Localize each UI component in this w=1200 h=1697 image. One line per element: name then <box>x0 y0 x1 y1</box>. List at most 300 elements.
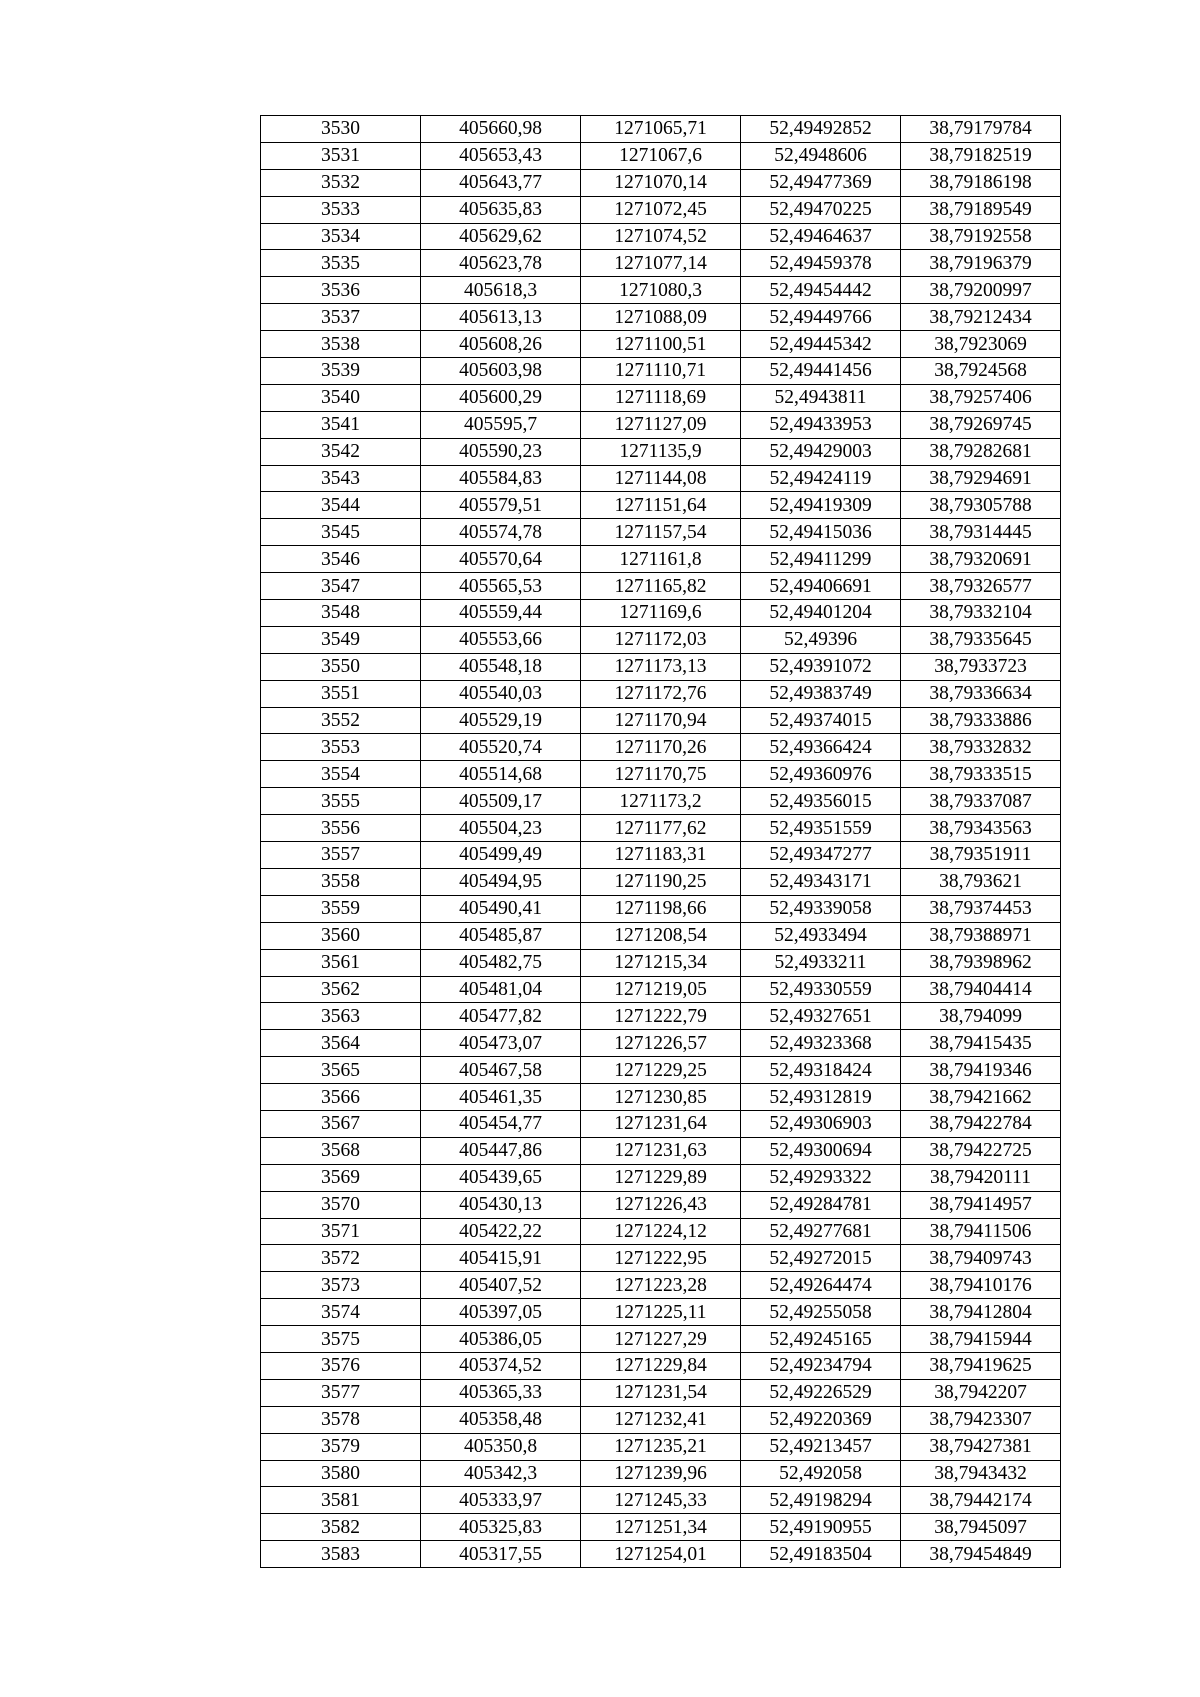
longitude-cell: 38,793621 <box>901 868 1061 895</box>
point-number-cell: 3563 <box>261 1003 421 1030</box>
coordinate-y-cell: 1271231,54 <box>581 1379 741 1406</box>
latitude-cell: 52,49366424 <box>741 734 901 761</box>
coordinate-x-cell: 405485,87 <box>421 922 581 949</box>
coordinate-y-cell: 1271224,12 <box>581 1218 741 1245</box>
latitude-cell: 52,49190955 <box>741 1514 901 1541</box>
coordinate-y-cell: 1271229,84 <box>581 1352 741 1379</box>
table-row <box>261 680 1061 707</box>
coordinate-x-cell: 405529,19 <box>421 707 581 734</box>
table-row <box>261 546 1061 573</box>
latitude-cell: 52,49293322 <box>741 1164 901 1191</box>
coordinate-y-cell: 1271219,05 <box>581 976 741 1003</box>
latitude-cell: 52,49433953 <box>741 411 901 438</box>
point-number-cell: 3576 <box>261 1352 421 1379</box>
point-number-cell: 3535 <box>261 250 421 277</box>
coordinate-y-cell: 1271251,34 <box>581 1514 741 1541</box>
table-row <box>261 304 1061 331</box>
point-number-cell: 3547 <box>261 573 421 600</box>
coordinate-x-cell: 405618,3 <box>421 277 581 304</box>
point-number-cell: 3551 <box>261 680 421 707</box>
coordinate-y-cell: 1271227,29 <box>581 1326 741 1353</box>
coordinate-y-cell: 1271245,33 <box>581 1487 741 1514</box>
latitude-cell: 52,49245165 <box>741 1326 901 1353</box>
coordinate-y-cell: 1271170,26 <box>581 734 741 761</box>
table-row <box>261 1326 1061 1353</box>
coordinate-y-cell: 1271151,64 <box>581 492 741 519</box>
coordinate-x-cell: 405565,53 <box>421 573 581 600</box>
longitude-cell: 38,79332832 <box>901 734 1061 761</box>
latitude-cell: 52,49312819 <box>741 1084 901 1111</box>
latitude-cell: 52,49477369 <box>741 169 901 196</box>
table-row <box>261 196 1061 223</box>
latitude-cell: 52,49406691 <box>741 573 901 600</box>
table-row <box>261 358 1061 385</box>
longitude-cell: 38,7942207 <box>901 1379 1061 1406</box>
latitude-cell: 52,49441456 <box>741 358 901 385</box>
point-number-cell: 3571 <box>261 1218 421 1245</box>
coordinate-x-cell: 405333,97 <box>421 1487 581 1514</box>
latitude-cell: 52,49445342 <box>741 331 901 358</box>
coordinate-x-cell: 405494,95 <box>421 868 581 895</box>
point-number-cell: 3548 <box>261 600 421 627</box>
coordinate-y-cell: 1271077,14 <box>581 250 741 277</box>
coordinate-y-cell: 1271135,9 <box>581 438 741 465</box>
longitude-cell: 38,79388971 <box>901 922 1061 949</box>
table-row <box>261 842 1061 869</box>
point-number-cell: 3542 <box>261 438 421 465</box>
table-row <box>261 788 1061 815</box>
longitude-cell: 38,79351911 <box>901 842 1061 869</box>
coordinate-y-cell: 1271173,2 <box>581 788 741 815</box>
coordinate-x-cell: 405374,52 <box>421 1352 581 1379</box>
table-row <box>261 116 1061 143</box>
latitude-cell: 52,49323368 <box>741 1030 901 1057</box>
coordinate-y-cell: 1271222,95 <box>581 1245 741 1272</box>
coordinate-y-cell: 1271172,03 <box>581 626 741 653</box>
latitude-cell: 52,49454442 <box>741 277 901 304</box>
point-number-cell: 3554 <box>261 761 421 788</box>
table-row <box>261 1487 1061 1514</box>
table-row <box>261 1406 1061 1433</box>
table-row <box>261 438 1061 465</box>
table-row <box>261 1272 1061 1299</box>
coordinate-y-cell: 1271074,52 <box>581 223 741 250</box>
latitude-cell: 52,49470225 <box>741 196 901 223</box>
point-number-cell: 3546 <box>261 546 421 573</box>
point-number-cell: 3582 <box>261 1514 421 1541</box>
latitude-cell: 52,49234794 <box>741 1352 901 1379</box>
latitude-cell: 52,49374015 <box>741 707 901 734</box>
point-number-cell: 3530 <box>261 116 421 143</box>
coordinate-x-cell: 405447,86 <box>421 1137 581 1164</box>
coordinate-x-cell: 405467,58 <box>421 1057 581 1084</box>
table-row <box>261 1030 1061 1057</box>
longitude-cell: 38,79179784 <box>901 116 1061 143</box>
latitude-cell: 52,49459378 <box>741 250 901 277</box>
table-row <box>261 1299 1061 1326</box>
longitude-cell: 38,7933723 <box>901 653 1061 680</box>
latitude-cell: 52,49220369 <box>741 1406 901 1433</box>
coordinate-x-cell: 405317,55 <box>421 1541 581 1568</box>
point-number-cell: 3534 <box>261 223 421 250</box>
coordinate-y-cell: 1271208,54 <box>581 922 741 949</box>
longitude-cell: 38,7923069 <box>901 331 1061 358</box>
coordinate-y-cell: 1271177,62 <box>581 815 741 842</box>
coordinate-x-cell: 405553,66 <box>421 626 581 653</box>
coordinate-y-cell: 1271229,25 <box>581 1057 741 1084</box>
coordinate-x-cell: 405477,82 <box>421 1003 581 1030</box>
table-row <box>261 815 1061 842</box>
coordinate-x-cell: 405358,48 <box>421 1406 581 1433</box>
point-number-cell: 3543 <box>261 465 421 492</box>
latitude-cell: 52,49198294 <box>741 1487 901 1514</box>
coordinate-y-cell: 1271215,34 <box>581 949 741 976</box>
longitude-cell: 38,79415435 <box>901 1030 1061 1057</box>
table-row <box>261 1057 1061 1084</box>
coordinate-y-cell: 1271226,57 <box>581 1030 741 1057</box>
point-number-cell: 3562 <box>261 976 421 1003</box>
latitude-cell: 52,49415036 <box>741 519 901 546</box>
coordinate-x-cell: 405603,98 <box>421 358 581 385</box>
coordinates-table <box>260 115 1061 1568</box>
latitude-cell: 52,49464637 <box>741 223 901 250</box>
longitude-cell: 38,7924568 <box>901 358 1061 385</box>
point-number-cell: 3575 <box>261 1326 421 1353</box>
coordinates-table-body <box>261 116 1061 1568</box>
coordinate-x-cell: 405608,26 <box>421 331 581 358</box>
coordinate-x-cell: 405350,8 <box>421 1433 581 1460</box>
coordinate-x-cell: 405584,83 <box>421 465 581 492</box>
point-number-cell: 3550 <box>261 653 421 680</box>
table-row <box>261 277 1061 304</box>
longitude-cell: 38,79182519 <box>901 142 1061 169</box>
coordinate-x-cell: 405579,51 <box>421 492 581 519</box>
coordinate-y-cell: 1271169,6 <box>581 600 741 627</box>
table-row <box>261 492 1061 519</box>
latitude-cell: 52,49183504 <box>741 1541 901 1568</box>
point-number-cell: 3581 <box>261 1487 421 1514</box>
latitude-cell: 52,49343171 <box>741 868 901 895</box>
coordinate-x-cell: 405509,17 <box>421 788 581 815</box>
coordinate-y-cell: 1271223,28 <box>581 1272 741 1299</box>
longitude-cell: 38,79320691 <box>901 546 1061 573</box>
coordinate-y-cell: 1271067,6 <box>581 142 741 169</box>
coordinate-y-cell: 1271088,09 <box>581 304 741 331</box>
point-number-cell: 3557 <box>261 842 421 869</box>
coordinate-x-cell: 405397,05 <box>421 1299 581 1326</box>
longitude-cell: 38,79415944 <box>901 1326 1061 1353</box>
longitude-cell: 38,79421662 <box>901 1084 1061 1111</box>
table-row <box>261 1379 1061 1406</box>
point-number-cell: 3531 <box>261 142 421 169</box>
table-row <box>261 465 1061 492</box>
longitude-cell: 38,79398962 <box>901 949 1061 976</box>
table-row <box>261 922 1061 949</box>
table-row <box>261 169 1061 196</box>
table-row <box>261 761 1061 788</box>
coordinate-y-cell: 1271232,41 <box>581 1406 741 1433</box>
point-number-cell: 3539 <box>261 358 421 385</box>
table-row <box>261 1460 1061 1487</box>
coordinate-x-cell: 405570,64 <box>421 546 581 573</box>
latitude-cell: 52,49424119 <box>741 465 901 492</box>
latitude-cell: 52,49213457 <box>741 1433 901 1460</box>
coordinate-x-cell: 405600,29 <box>421 384 581 411</box>
longitude-cell: 38,79410176 <box>901 1272 1061 1299</box>
point-number-cell: 3577 <box>261 1379 421 1406</box>
table-row <box>261 1541 1061 1568</box>
coordinate-x-cell: 405422,22 <box>421 1218 581 1245</box>
point-number-cell: 3561 <box>261 949 421 976</box>
coordinate-y-cell: 1271190,25 <box>581 868 741 895</box>
latitude-cell: 52,49272015 <box>741 1245 901 1272</box>
table-row <box>261 868 1061 895</box>
coordinate-y-cell: 1271144,08 <box>581 465 741 492</box>
latitude-cell: 52,4933211 <box>741 949 901 976</box>
coordinate-y-cell: 1271170,75 <box>581 761 741 788</box>
coordinate-y-cell: 1271235,21 <box>581 1433 741 1460</box>
coordinate-y-cell: 1271229,89 <box>581 1164 741 1191</box>
point-number-cell: 3565 <box>261 1057 421 1084</box>
latitude-cell: 52,49383749 <box>741 680 901 707</box>
table-row <box>261 1084 1061 1111</box>
point-number-cell: 3573 <box>261 1272 421 1299</box>
longitude-cell: 38,79423307 <box>901 1406 1061 1433</box>
point-number-cell: 3578 <box>261 1406 421 1433</box>
table-row <box>261 1164 1061 1191</box>
table-row <box>261 626 1061 653</box>
coordinate-y-cell: 1271165,82 <box>581 573 741 600</box>
table-row <box>261 142 1061 169</box>
coordinate-x-cell: 405548,18 <box>421 653 581 680</box>
longitude-cell: 38,79269745 <box>901 411 1061 438</box>
latitude-cell: 52,49419309 <box>741 492 901 519</box>
point-number-cell: 3569 <box>261 1164 421 1191</box>
longitude-cell: 38,79333515 <box>901 761 1061 788</box>
longitude-cell: 38,79404414 <box>901 976 1061 1003</box>
longitude-cell: 38,79335645 <box>901 626 1061 653</box>
point-number-cell: 3568 <box>261 1137 421 1164</box>
coordinate-y-cell: 1271110,71 <box>581 358 741 385</box>
coordinate-y-cell: 1271231,64 <box>581 1110 741 1137</box>
coordinate-y-cell: 1271230,85 <box>581 1084 741 1111</box>
point-number-cell: 3552 <box>261 707 421 734</box>
coordinate-x-cell: 405629,62 <box>421 223 581 250</box>
coordinate-x-cell: 405643,77 <box>421 169 581 196</box>
coordinate-x-cell: 405439,65 <box>421 1164 581 1191</box>
latitude-cell: 52,49351559 <box>741 815 901 842</box>
latitude-cell: 52,4933494 <box>741 922 901 949</box>
table-row <box>261 1003 1061 1030</box>
coordinate-y-cell: 1271100,51 <box>581 331 741 358</box>
longitude-cell: 38,79326577 <box>901 573 1061 600</box>
latitude-cell: 52,49300694 <box>741 1137 901 1164</box>
longitude-cell: 38,79212434 <box>901 304 1061 331</box>
coordinate-x-cell: 405613,13 <box>421 304 581 331</box>
table-row <box>261 653 1061 680</box>
coordinate-x-cell: 405635,83 <box>421 196 581 223</box>
coordinate-x-cell: 405590,23 <box>421 438 581 465</box>
coordinate-x-cell: 405473,07 <box>421 1030 581 1057</box>
longitude-cell: 38,79282681 <box>901 438 1061 465</box>
longitude-cell: 38,79192558 <box>901 223 1061 250</box>
point-number-cell: 3564 <box>261 1030 421 1057</box>
table-row <box>261 949 1061 976</box>
point-number-cell: 3566 <box>261 1084 421 1111</box>
coordinate-x-cell: 405481,04 <box>421 976 581 1003</box>
latitude-cell: 52,49411299 <box>741 546 901 573</box>
longitude-cell: 38,79314445 <box>901 519 1061 546</box>
latitude-cell: 52,49396 <box>741 626 901 653</box>
coordinate-x-cell: 405454,77 <box>421 1110 581 1137</box>
table-row <box>261 573 1061 600</box>
coordinate-y-cell: 1271225,11 <box>581 1299 741 1326</box>
longitude-cell: 38,79411506 <box>901 1218 1061 1245</box>
table-row <box>261 976 1061 1003</box>
latitude-cell: 52,49401204 <box>741 600 901 627</box>
coordinate-x-cell: 405595,7 <box>421 411 581 438</box>
latitude-cell: 52,49284781 <box>741 1191 901 1218</box>
coordinate-x-cell: 405482,75 <box>421 949 581 976</box>
latitude-cell: 52,49339058 <box>741 895 901 922</box>
point-number-cell: 3536 <box>261 277 421 304</box>
coordinate-y-cell: 1271070,14 <box>581 169 741 196</box>
longitude-cell: 38,794099 <box>901 1003 1061 1030</box>
latitude-cell: 52,49264474 <box>741 1272 901 1299</box>
point-number-cell: 3553 <box>261 734 421 761</box>
table-row <box>261 895 1061 922</box>
table-row <box>261 600 1061 627</box>
longitude-cell: 38,79419625 <box>901 1352 1061 1379</box>
longitude-cell: 38,79257406 <box>901 384 1061 411</box>
coordinate-x-cell: 405653,43 <box>421 142 581 169</box>
coordinate-x-cell: 405407,52 <box>421 1272 581 1299</box>
coordinate-x-cell: 405430,13 <box>421 1191 581 1218</box>
coordinate-y-cell: 1271161,8 <box>581 546 741 573</box>
coordinate-y-cell: 1271157,54 <box>581 519 741 546</box>
point-number-cell: 3537 <box>261 304 421 331</box>
longitude-cell: 38,79419346 <box>901 1057 1061 1084</box>
coordinate-x-cell: 405504,23 <box>421 815 581 842</box>
coordinate-x-cell: 405540,03 <box>421 680 581 707</box>
coordinate-y-cell: 1271080,3 <box>581 277 741 304</box>
longitude-cell: 38,7945097 <box>901 1514 1061 1541</box>
coordinate-y-cell: 1271198,66 <box>581 895 741 922</box>
table-row <box>261 1514 1061 1541</box>
latitude-cell: 52,492058 <box>741 1460 901 1487</box>
table-row <box>261 1245 1061 1272</box>
point-number-cell: 3556 <box>261 815 421 842</box>
latitude-cell: 52,49277681 <box>741 1218 901 1245</box>
coordinate-y-cell: 1271222,79 <box>581 1003 741 1030</box>
coordinate-y-cell: 1271118,69 <box>581 384 741 411</box>
longitude-cell: 38,79409743 <box>901 1245 1061 1272</box>
coordinate-y-cell: 1271072,45 <box>581 196 741 223</box>
coordinate-x-cell: 405325,83 <box>421 1514 581 1541</box>
longitude-cell: 38,79337087 <box>901 788 1061 815</box>
point-number-cell: 3544 <box>261 492 421 519</box>
latitude-cell: 52,49492852 <box>741 116 901 143</box>
latitude-cell: 52,49226529 <box>741 1379 901 1406</box>
table-row <box>261 411 1061 438</box>
table-row <box>261 331 1061 358</box>
point-number-cell: 3555 <box>261 788 421 815</box>
coordinate-y-cell: 1271065,71 <box>581 116 741 143</box>
table-row <box>261 384 1061 411</box>
latitude-cell: 52,49429003 <box>741 438 901 465</box>
longitude-cell: 38,79333886 <box>901 707 1061 734</box>
longitude-cell: 38,79343563 <box>901 815 1061 842</box>
latitude-cell: 52,49356015 <box>741 788 901 815</box>
longitude-cell: 38,79336634 <box>901 680 1061 707</box>
point-number-cell: 3559 <box>261 895 421 922</box>
coordinate-y-cell: 1271170,94 <box>581 707 741 734</box>
table-row <box>261 519 1061 546</box>
point-number-cell: 3574 <box>261 1299 421 1326</box>
coordinate-y-cell: 1271226,43 <box>581 1191 741 1218</box>
latitude-cell: 52,49347277 <box>741 842 901 869</box>
longitude-cell: 38,79414957 <box>901 1191 1061 1218</box>
latitude-cell: 52,49318424 <box>741 1057 901 1084</box>
point-number-cell: 3533 <box>261 196 421 223</box>
point-number-cell: 3545 <box>261 519 421 546</box>
longitude-cell: 38,79442174 <box>901 1487 1061 1514</box>
table-row <box>261 250 1061 277</box>
longitude-cell: 38,79374453 <box>901 895 1061 922</box>
coordinate-y-cell: 1271183,31 <box>581 842 741 869</box>
table-row <box>261 1137 1061 1164</box>
coordinate-y-cell: 1271254,01 <box>581 1541 741 1568</box>
point-number-cell: 3579 <box>261 1433 421 1460</box>
coordinate-x-cell: 405461,35 <box>421 1084 581 1111</box>
coordinate-x-cell: 405660,98 <box>421 116 581 143</box>
longitude-cell: 38,79420111 <box>901 1164 1061 1191</box>
coordinate-x-cell: 405415,91 <box>421 1245 581 1272</box>
latitude-cell: 52,49327651 <box>741 1003 901 1030</box>
point-number-cell: 3532 <box>261 169 421 196</box>
latitude-cell: 52,4943811 <box>741 384 901 411</box>
coordinate-x-cell: 405499,49 <box>421 842 581 869</box>
longitude-cell: 38,79294691 <box>901 465 1061 492</box>
coordinate-x-cell: 405514,68 <box>421 761 581 788</box>
point-number-cell: 3583 <box>261 1541 421 1568</box>
coordinate-y-cell: 1271172,76 <box>581 680 741 707</box>
longitude-cell: 38,79186198 <box>901 169 1061 196</box>
table-row <box>261 1191 1061 1218</box>
point-number-cell: 3580 <box>261 1460 421 1487</box>
latitude-cell: 52,49360976 <box>741 761 901 788</box>
longitude-cell: 38,79189549 <box>901 196 1061 223</box>
latitude-cell: 52,49330559 <box>741 976 901 1003</box>
point-number-cell: 3572 <box>261 1245 421 1272</box>
longitude-cell: 38,79305788 <box>901 492 1061 519</box>
latitude-cell: 52,49391072 <box>741 653 901 680</box>
coordinate-x-cell: 405559,44 <box>421 600 581 627</box>
table-row <box>261 1352 1061 1379</box>
table-row <box>261 1433 1061 1460</box>
point-number-cell: 3538 <box>261 331 421 358</box>
coordinate-y-cell: 1271231,63 <box>581 1137 741 1164</box>
table-row <box>261 1218 1061 1245</box>
longitude-cell: 38,79412804 <box>901 1299 1061 1326</box>
longitude-cell: 38,79332104 <box>901 600 1061 627</box>
coordinate-x-cell: 405490,41 <box>421 895 581 922</box>
longitude-cell: 38,79422725 <box>901 1137 1061 1164</box>
point-number-cell: 3541 <box>261 411 421 438</box>
longitude-cell: 38,79427381 <box>901 1433 1061 1460</box>
latitude-cell: 52,4948606 <box>741 142 901 169</box>
coordinate-x-cell: 405386,05 <box>421 1326 581 1353</box>
